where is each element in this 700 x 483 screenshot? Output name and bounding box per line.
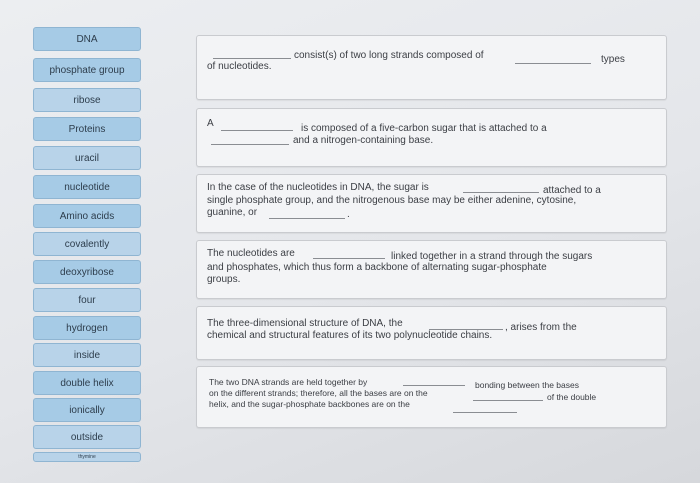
question-text: The three-dimensional structure of DNA, the (207, 318, 403, 329)
answer-blank[interactable] (473, 400, 543, 401)
word-chip-proteins[interactable]: Proteins (33, 117, 141, 141)
word-chip-inside[interactable]: inside (33, 343, 141, 367)
question-text: The two DNA strands are held together by (209, 377, 368, 387)
question-card-2 (196, 108, 667, 167)
question-text: types (601, 54, 625, 65)
answer-blank[interactable] (463, 192, 539, 193)
answer-blank[interactable] (313, 258, 385, 259)
answer-blank[interactable] (211, 144, 289, 145)
word-chip-amino-acids[interactable]: Amino acids (33, 204, 141, 228)
word-chip-ribose[interactable]: ribose (33, 88, 141, 112)
question-text: on the different strands; therefore, all the bases are on the (209, 388, 428, 398)
question-card-4 (196, 240, 667, 299)
answer-blank[interactable] (403, 385, 465, 386)
word-chip-ionically[interactable]: ionically (33, 398, 141, 422)
word-chip-nucleotide[interactable]: nucleotide (33, 175, 141, 199)
answer-blank[interactable] (213, 58, 291, 59)
word-chip-deoxyribose[interactable]: deoxyribose (33, 260, 141, 284)
question-card-1 (196, 35, 667, 100)
word-chip-thymine[interactable]: thymine (33, 452, 141, 462)
answer-blank[interactable] (221, 130, 293, 131)
question-text: A (207, 118, 214, 129)
question-text: and phosphates, which thus form a backbone of alternating sugar-phosphate (207, 262, 547, 273)
question-text: linked together in a strand through the sugars (391, 251, 593, 262)
question-text: . (347, 209, 350, 220)
answer-blank[interactable] (453, 412, 517, 413)
word-chip-dna[interactable]: DNA (33, 27, 141, 51)
word-chip-uracil[interactable]: uracil (33, 146, 141, 170)
question-text: The nucleotides are (207, 248, 295, 259)
word-chip-four[interactable]: four (33, 288, 141, 312)
question-text: attached to a (543, 185, 601, 196)
question-text: chemical and structural features of its two polynucleotide chains. (207, 330, 493, 341)
question-text: , arises from the (505, 322, 577, 333)
question-text: bonding between the bases (475, 380, 579, 390)
question-text: consist(s) of two long strands composed of (294, 50, 484, 61)
question-card-3 (196, 174, 667, 233)
question-text: In the case of the nucleotides in DNA, the sugar is (207, 182, 429, 193)
answer-blank[interactable] (515, 63, 591, 64)
question-text: groups. (207, 274, 241, 285)
question-text: guanine, or (207, 207, 258, 218)
word-chip-hydrogen[interactable]: hydrogen (33, 316, 141, 340)
word-chip-phosphate-group[interactable]: phosphate group (33, 58, 141, 82)
question-card-5 (196, 306, 667, 360)
question-text: of nucleotides. (207, 61, 272, 72)
word-chip-covalently[interactable]: covalently (33, 232, 141, 256)
question-text: of the double (547, 392, 597, 402)
word-chip-outside[interactable]: outside (33, 425, 141, 449)
question-text: is composed of a five-carbon sugar that is attached to a (301, 123, 547, 134)
question-text: helix, and the sugar-phosphate backbones are on the (209, 399, 410, 409)
question-text: single phosphate group, and the nitrogenous base may be either adenine, cytosine, (207, 195, 577, 206)
word-chip-double-helix[interactable]: double helix (33, 371, 141, 395)
question-card-6 (196, 366, 667, 428)
answer-blank[interactable] (269, 218, 345, 219)
question-text: and a nitrogen-containing base. (293, 135, 434, 146)
